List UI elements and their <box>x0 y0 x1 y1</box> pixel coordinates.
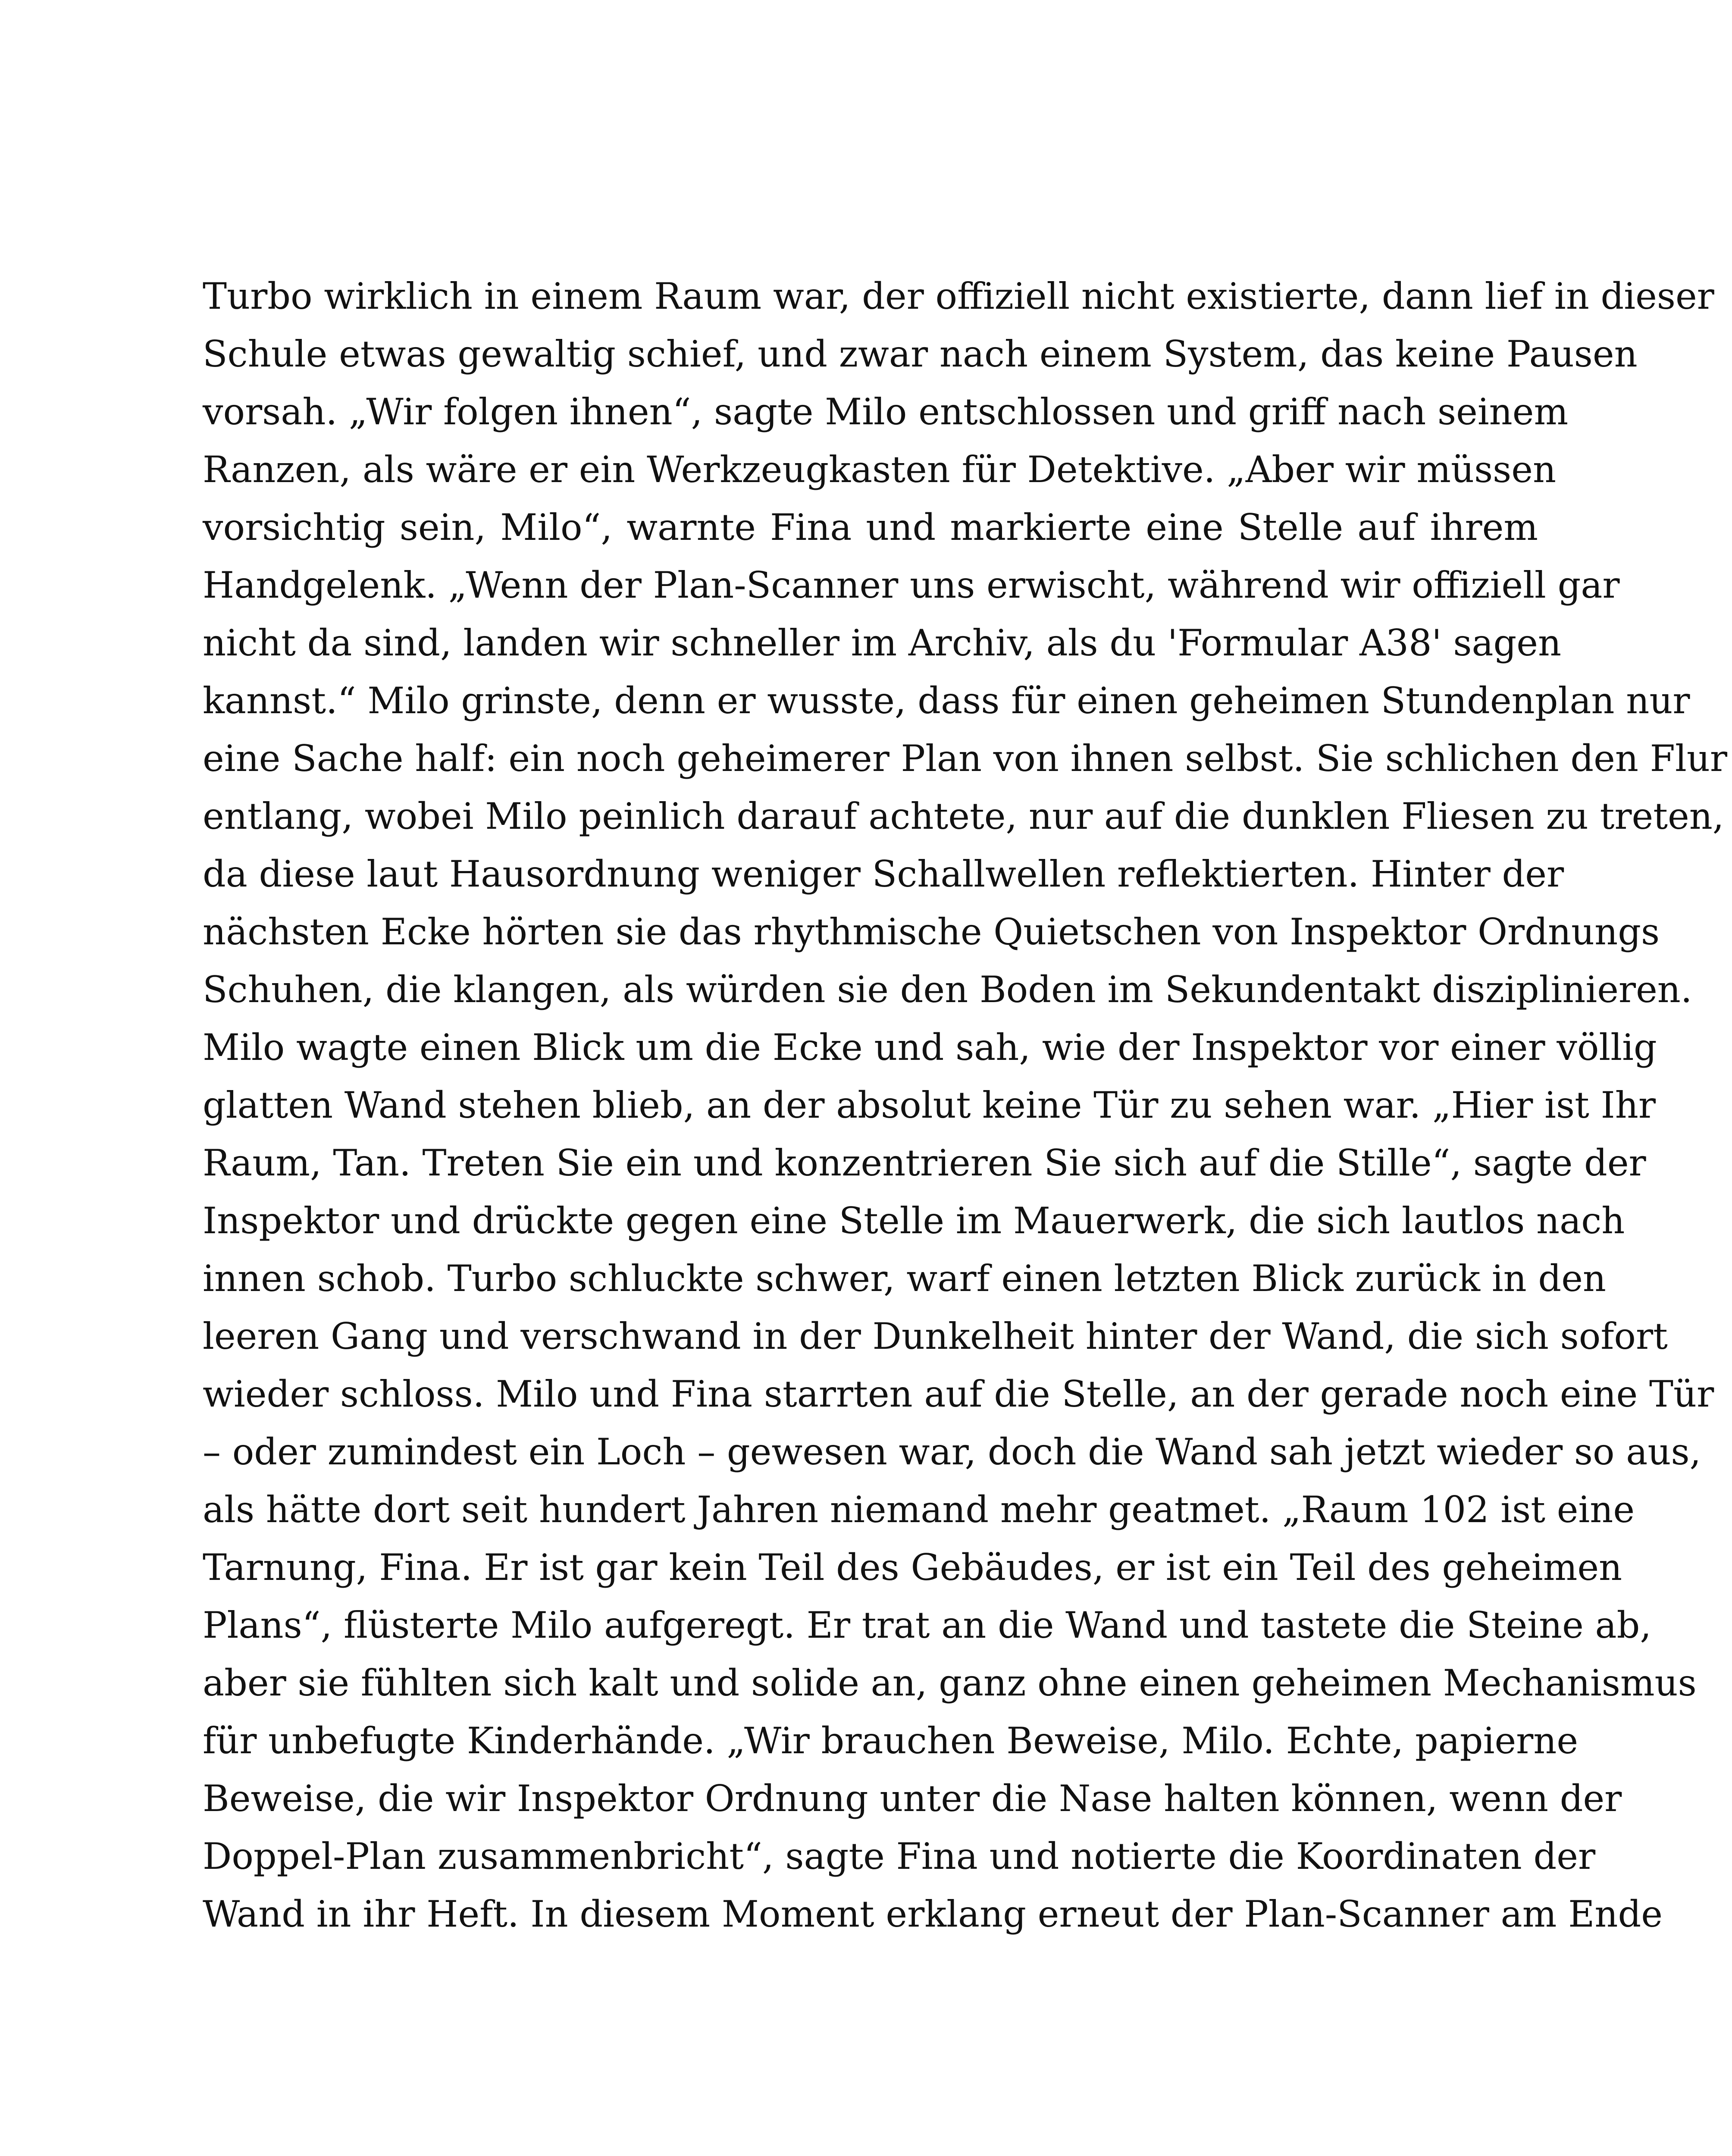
text-line: Tarnung, Fina. Er ist gar kein Teil des Gebäudes, er ist ein Teil des geheimen <box>203 1546 1622 1589</box>
text-line: vorsichtig sein, Milo“, warnte Fina und markierte eine Stelle auf ihrem <box>203 506 1538 548</box>
text-line: vorsah. „Wir folgen ihnen“, sagte Milo entschlossen und griff nach seinem <box>203 391 1569 433</box>
text-line: Milo wagte einen Blick um die Ecke und sah, wie der Inspektor vor einer völlig <box>203 1026 1657 1069</box>
text-line: aber sie fühlten sich kalt und solide an, ganz ohne einen geheimen Mechanismus <box>203 1662 1697 1704</box>
text-line: für unbefugte Kinderhände. „Wir brauchen Beweise, Milo. Echte, papierne <box>203 1720 1579 1762</box>
text-line: glatten Wand stehen blieb, an der absolut keine Tür zu sehen war. „Hier ist Ihr <box>203 1084 1656 1126</box>
text-line: innen schob. Turbo schluckte schwer, warf einen letzten Blick zurück in den <box>203 1257 1606 1300</box>
text-line: nicht da sind, landen wir schneller im Archiv, als du 'Formular A38' sagen <box>203 622 1562 664</box>
text-line: Wand in ihr Heft. In diesem Moment erklang erneut der Plan-Scanner am Ende <box>203 1893 1663 1935</box>
text-line: Schule etwas gewaltig schief, und zwar nach einem System, das keine Pausen <box>203 333 1638 375</box>
text-line: kannst.“ Milo grinste, denn er wusste, dass für einen geheimen Stundenplan nur <box>203 680 1690 722</box>
text-line: eine Sache half: ein noch geheimerer Plan von ihnen selbst. Sie schlichen den Flur <box>203 737 1728 780</box>
text-line: Turbo wirklich in einem Raum war, der offiziell nicht existierte, dann lief in dieser <box>203 275 1714 317</box>
text-line: als hätte dort seit hundert Jahren niemand mehr geatmet. „Raum 102 ist eine <box>203 1489 1635 1531</box>
text-line: wieder schloss. Milo und Fina starrten auf die Stelle, an der gerade noch eine Tür <box>203 1373 1714 1415</box>
text-line: entlang, wobei Milo peinlich darauf achtete, nur auf die dunklen Fliesen zu treten, <box>203 795 1724 837</box>
text-line: nächsten Ecke hörten sie das rhythmische Quietschen von Inspektor Ordnungs <box>203 911 1660 953</box>
text-line: Ranzen, als wäre er ein Werkzeugkasten für Detektive. „Aber wir müssen <box>203 448 1557 491</box>
text-line: Raum, Tan. Treten Sie ein und konzentrieren Sie sich auf die Stille“, sagte der <box>203 1142 1646 1184</box>
text-line: Handgelenk. „Wenn der Plan-Scanner uns erwischt, während wir offiziell gar <box>203 564 1620 606</box>
text-line: Beweise, die wir Inspektor Ordnung unter die Nase halten können, wenn der <box>203 1777 1622 1820</box>
text-line: Plans“, flüsterte Milo aufgeregt. Er trat an die Wand und tastete die Steine ab, <box>203 1604 1652 1646</box>
text-line: Schuhen, die klangen, als würden sie den Boden im Sekundentakt disziplinieren. <box>203 968 1692 1011</box>
text-line: Inspektor und drückte gegen eine Stelle im Mauerwerk, die sich lautlos nach <box>203 1200 1625 1242</box>
text-line: – oder zumindest ein Loch – gewesen war, doch die Wand sah jetzt wieder so aus, <box>203 1431 1701 1473</box>
text-line: da diese laut Hausordnung weniger Schallwellen reflektierten. Hinter der <box>203 853 1564 895</box>
text-line: Doppel-Plan zusammenbricht“, sagte Fina und notierte die Koordinaten der <box>203 1835 1596 1877</box>
text-line: leeren Gang und verschwand in der Dunkelheit hinter der Wand, die sich sofort <box>203 1315 1668 1357</box>
